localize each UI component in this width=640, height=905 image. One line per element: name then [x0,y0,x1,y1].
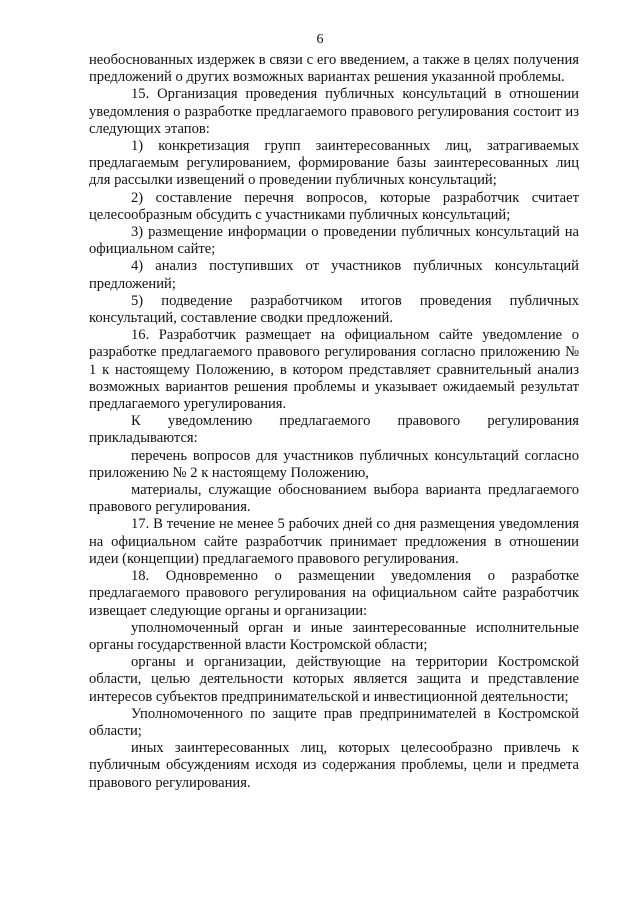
paragraph-attachment-questions: перечень вопросов для участников публичных консультаций согласно приложению № 2 к настоящему Положению, [89,447,579,481]
paragraph-recipient-ombudsman: Уполномоченного по защите прав предпринимателей в Костромской области; [89,705,579,739]
paragraph-stage-2: 2) составление перечня вопросов, которые разработчик считает целесообразным обсудить с участниками публичных консультаций; [89,189,579,223]
paragraph-stage-3: 3) размещение информации о проведении публичных консультаций на официальном сайте; [89,224,579,258]
paragraph-continuation: необоснованных издержек в связи с его введением, а также в целях получения предложений о других возможных вариантах решения указанной проблемы. [89,52,579,86]
paragraph-stage-1: 1) конкретизация групп заинтересованных лиц, затрагиваемых предлагаемым регулированием, формирование базы заинтересованных лиц для рассылки извещений о проведении публичных консультаций; [89,138,579,189]
paragraph-item-15: 15. Организация проведения публичных консультаций в отношении уведомления о разработке предлагаемого правового регулирования состоит из следующих этапов: [89,86,579,137]
paragraph-item-18: 18. Одновременно о размещении уведомления о разработке предлагаемого правового регулирования на официальном сайте разработчик извещает следующие органы и организации: [89,568,579,619]
paragraph-recipient-authority: уполномоченный орган и иные заинтересованные исполнительные органы государственной власти Костромской области; [89,619,579,653]
paragraph-attachment-materials: материалы, служащие обоснованием выбора варианта предлагаемого правового регулирования. [89,482,579,516]
paragraph-stage-4: 4) анализ поступивших от участников публичных консультаций предложений; [89,258,579,292]
paragraph-attachments-intro: К уведомлению предлагаемого правового регулирования прикладываются: [89,413,579,447]
paragraph-stage-5: 5) подведение разработчиком итогов проведения публичных консультаций, составление сводки предложений. [89,292,579,327]
document-body [89,52,579,792]
paragraph-recipient-organizations: органы и организации, действующие на территории Костромской области, целью деятельности которых является защита и представление интересов субъектов предпринимательской и инвестиционной деятельности; [89,654,579,705]
paragraph-item-16: 16. Разработчик размещает на официальном сайте уведомление о разработке предлагаемого правового регулирования согласно приложению № 1 к настоящему Положению, в котором представляет сравнительный анализ возможных вариантов решения проблемы и указывает ожидаемый результат предлагаемого урегулирования. [89,327,579,413]
page-number: 6 [316,32,324,47]
paragraph-recipient-others: иных заинтересованных лиц, которых целесообразно привлечь к публичным обсуждениям исходя из содержания проблемы, цели и предмета правового регулирования. [89,740,579,791]
paragraph-item-17: 17. В течение не менее 5 рабочих дней со дня размещения уведомления на официальном сайте разработчик принимает предложения в отношении идеи (концепции) предлагаемого правового регулирования. [89,516,579,567]
